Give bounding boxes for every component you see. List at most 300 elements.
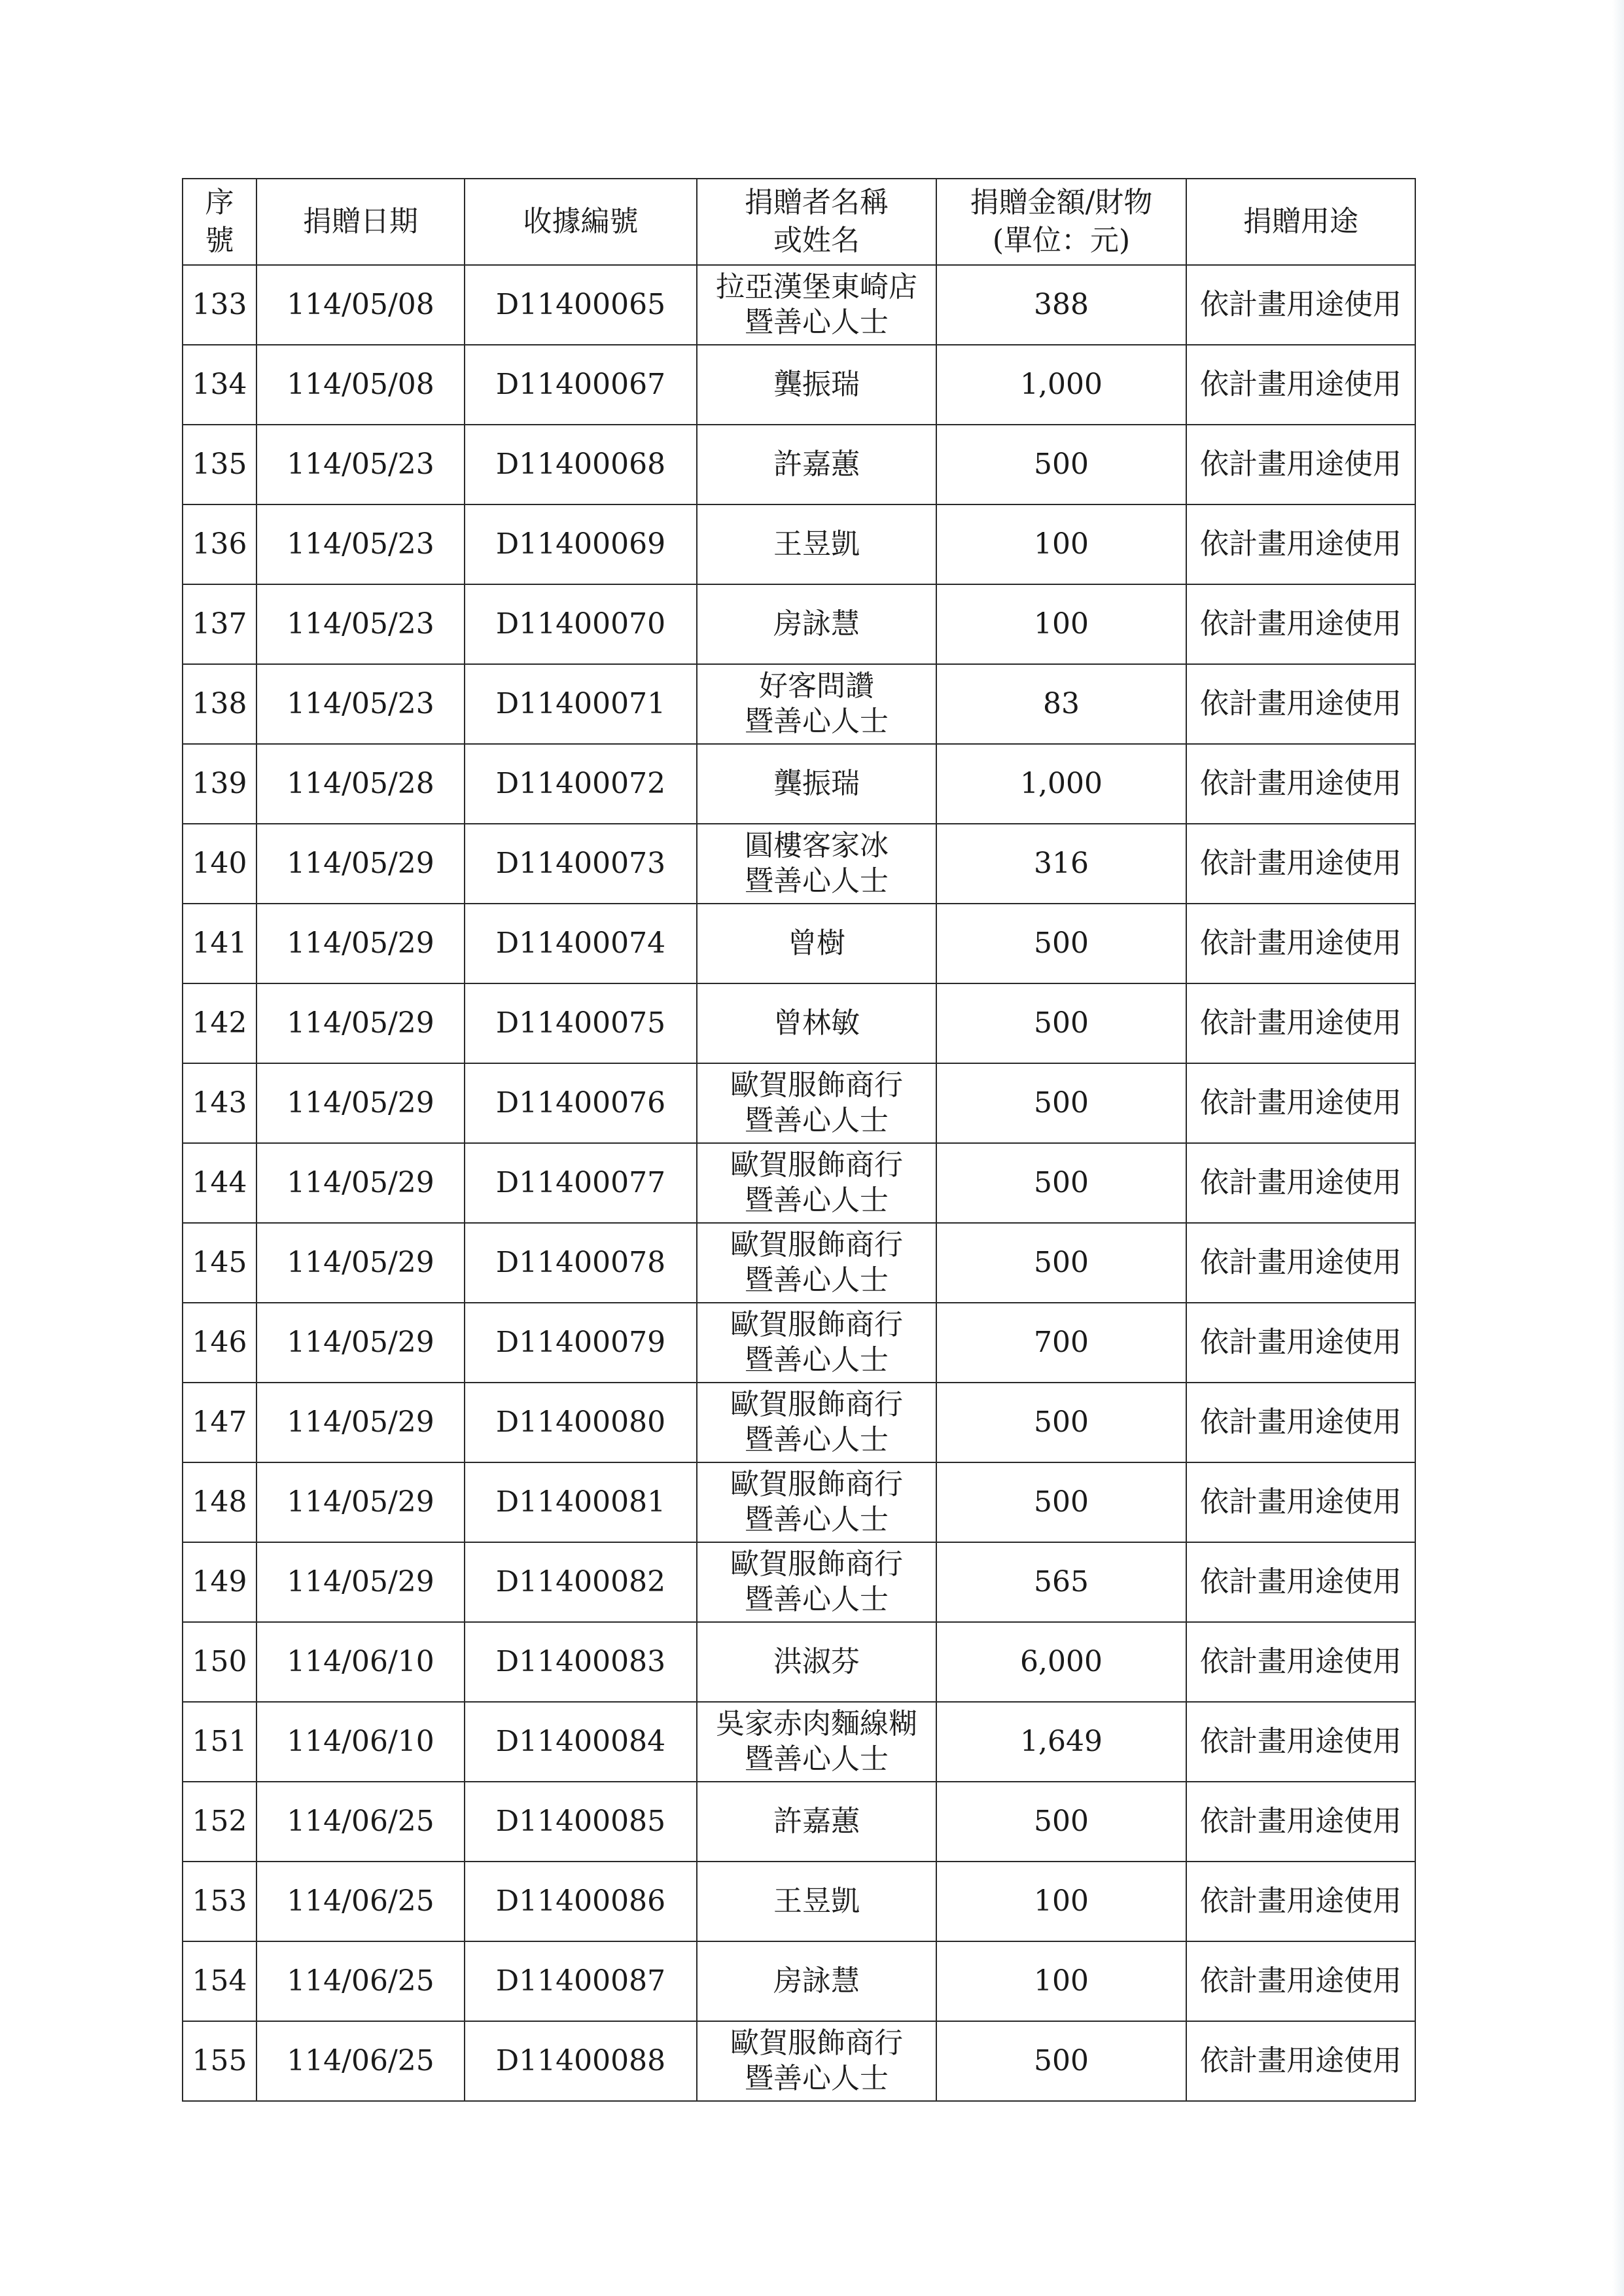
cell-receipt-number: [465, 983, 697, 1063]
cell-serial-number: [183, 1702, 256, 1782]
cell-donation-purpose-text: 依計畫用途使用: [1200, 847, 1402, 880]
cell-receipt-number: [465, 1223, 697, 1303]
cell-receipt-number: [465, 1941, 697, 2021]
header-text: 序: [205, 186, 234, 219]
cell-donation-date-text: 114/06/25: [287, 2044, 434, 2077]
table-row: [183, 1462, 1415, 1542]
donor-name-line: 暨善心人士: [745, 1184, 889, 1217]
cell-serial-number-text: 149: [192, 1565, 247, 1598]
cell-donation-amount-text: 500: [1034, 1405, 1089, 1439]
cell-donation-purpose: [1186, 1941, 1415, 2021]
cell-donation-amount-text: 500: [1034, 1166, 1089, 1199]
cell-donation-purpose-text: 依計畫用途使用: [1200, 1645, 1402, 1678]
cell-receipt-number: [465, 504, 697, 584]
cell-receipt-number: [465, 1303, 697, 1383]
cell-donation-date: [256, 664, 465, 744]
cell-receipt-number-text: D11400076: [495, 1086, 666, 1120]
cell-donation-date: [256, 1383, 465, 1462]
cell-donation-purpose: [1186, 1702, 1415, 1782]
cell-donation-date-text: 114/05/29: [287, 1246, 434, 1279]
cell-donation-date: [256, 2021, 465, 2101]
cell-serial-number-text: 133: [192, 288, 247, 321]
cell-donation-purpose-text: 依計畫用途使用: [1200, 1246, 1402, 1279]
cell-serial-number-text: 137: [192, 607, 247, 641]
header-text: (單位：元): [992, 224, 1131, 257]
cell-donation-amount: [936, 664, 1186, 744]
header-text: 捐贈日期: [303, 205, 418, 238]
donor-name-line: 拉亞漢堡東崎店: [716, 270, 917, 304]
cell-serial-number: [183, 265, 256, 345]
cell-receipt-number-text: D11400077: [495, 1166, 666, 1199]
cell-serial-number: [183, 584, 256, 664]
donation-table: [182, 178, 1416, 2102]
cell-serial-number-text: 144: [192, 1166, 247, 1199]
cell-receipt-number: [465, 1862, 697, 1941]
donor-name-line: 房詠慧: [773, 607, 860, 641]
cell-serial-number: [183, 1941, 256, 2021]
header-text: 或姓名: [773, 224, 860, 257]
cell-donation-date-text: 114/06/10: [287, 1725, 434, 1758]
cell-donor-name: [697, 345, 936, 425]
table-row: [183, 265, 1415, 345]
cell-donation-amount-text: 316: [1034, 847, 1089, 880]
donor-name-line: 歐賀服飾商行: [730, 1069, 903, 1102]
cell-donor-name: [697, 983, 936, 1063]
donor-name-line: 王昱凱: [773, 527, 860, 561]
cell-donation-amount-text: 1,000: [1020, 368, 1103, 401]
cell-receipt-number-text: D11400069: [495, 527, 666, 561]
donor-name-line: 暨善心人士: [745, 1263, 889, 1297]
header-donation-amount: [936, 179, 1186, 265]
cell-donation-amount: [936, 584, 1186, 664]
cell-donation-purpose-text: 依計畫用途使用: [1200, 288, 1402, 321]
cell-donation-purpose: [1186, 1143, 1415, 1223]
cell-donation-purpose-text: 依計畫用途使用: [1200, 607, 1402, 641]
cell-donation-date-text: 114/05/29: [287, 1086, 434, 1120]
cell-donation-date-text: 114/05/29: [287, 1485, 434, 1519]
cell-donor-name: [697, 1223, 936, 1303]
donor-name-line: 歐賀服飾商行: [730, 1228, 903, 1262]
cell-donation-date-text: 114/06/25: [287, 1805, 434, 1838]
cell-donor-name: [697, 1063, 936, 1143]
cell-donation-purpose: [1186, 584, 1415, 664]
cell-receipt-number-text: D11400082: [495, 1565, 666, 1598]
cell-receipt-number: [465, 345, 697, 425]
cell-donation-amount-text: 500: [1034, 448, 1089, 481]
cell-serial-number: [183, 1862, 256, 1941]
header-serial-number: [183, 179, 256, 265]
cell-serial-number-text: 134: [192, 368, 247, 401]
cell-receipt-number: [465, 1542, 697, 1622]
cell-receipt-number: [465, 1063, 697, 1143]
cell-serial-number-text: 147: [192, 1405, 247, 1439]
cell-donation-amount-text: 1,000: [1020, 767, 1103, 800]
header-text: 號: [205, 224, 234, 257]
table-row: [183, 584, 1415, 664]
table-row: [183, 1941, 1415, 2021]
cell-donation-amount-text: 500: [1034, 1246, 1089, 1279]
cell-donation-date-text: 114/05/29: [287, 1006, 434, 1040]
cell-receipt-number-text: D11400086: [495, 1884, 666, 1918]
cell-serial-number-text: 152: [192, 1805, 247, 1838]
cell-serial-number: [183, 1542, 256, 1622]
table-body: [183, 265, 1415, 2101]
cell-donation-amount: [936, 1941, 1186, 2021]
cell-donation-date-text: 114/05/08: [287, 368, 434, 401]
donor-name-line: 歐賀服飾商行: [730, 1547, 903, 1581]
cell-serial-number-text: 138: [192, 687, 247, 720]
cell-serial-number-text: 136: [192, 527, 247, 561]
cell-receipt-number: [465, 1143, 697, 1223]
cell-serial-number-text: 135: [192, 448, 247, 481]
table-row: [183, 744, 1415, 824]
cell-donation-amount: [936, 1782, 1186, 1862]
table-row: [183, 983, 1415, 1063]
cell-donor-name: [697, 265, 936, 345]
cell-donation-amount: [936, 1462, 1186, 1542]
cell-donor-name: [697, 1303, 936, 1383]
cell-donation-purpose-text: 依計畫用途使用: [1200, 1166, 1402, 1199]
cell-serial-number: [183, 1383, 256, 1462]
cell-donation-amount-text: 500: [1034, 1485, 1089, 1519]
cell-serial-number: [183, 1223, 256, 1303]
cell-donor-name: [697, 1782, 936, 1862]
donor-name-line: 龔振瑞: [773, 368, 860, 401]
cell-donor-name: [697, 1542, 936, 1622]
cell-donor-name: [697, 1941, 936, 2021]
cell-donation-date: [256, 983, 465, 1063]
cell-donation-purpose-text: 依計畫用途使用: [1200, 448, 1402, 481]
cell-donation-amount-text: 83: [1043, 687, 1080, 720]
cell-donor-name: [697, 1462, 936, 1542]
donor-name-line: 暨善心人士: [745, 1104, 889, 1137]
cell-donation-date-text: 114/05/23: [287, 607, 434, 641]
cell-donation-purpose-text: 依計畫用途使用: [1200, 1006, 1402, 1040]
table-row: [183, 1383, 1415, 1462]
cell-donation-amount-text: 500: [1034, 1805, 1089, 1838]
donor-name-line: 暨善心人士: [745, 864, 889, 898]
table-row: [183, 1303, 1415, 1383]
donor-name-line: 暨善心人士: [745, 705, 889, 738]
cell-serial-number: [183, 2021, 256, 2101]
cell-donation-amount-text: 100: [1034, 607, 1089, 641]
cell-donation-amount: [936, 1303, 1186, 1383]
cell-receipt-number: [465, 584, 697, 664]
cell-donation-purpose: [1186, 1542, 1415, 1622]
cell-donation-purpose: [1186, 824, 1415, 904]
cell-receipt-number: [465, 744, 697, 824]
cell-donor-name: [697, 904, 936, 983]
donor-name-line: 洪淑芬: [773, 1645, 860, 1678]
cell-receipt-number-text: D11400070: [495, 607, 666, 641]
header-receipt-number: [465, 179, 697, 265]
donor-name-line: 暨善心人士: [745, 306, 889, 339]
cell-donation-amount: [936, 2021, 1186, 2101]
cell-donation-date-text: 114/05/29: [287, 1326, 434, 1359]
cell-serial-number: [183, 1462, 256, 1542]
cell-receipt-number: [465, 824, 697, 904]
cell-donor-name: [697, 584, 936, 664]
cell-donation-date-text: 114/06/10: [287, 1645, 434, 1678]
cell-donation-purpose-text: 依計畫用途使用: [1200, 767, 1402, 800]
cell-serial-number: [183, 425, 256, 504]
cell-serial-number-text: 155: [192, 2044, 247, 2077]
scan-page-edge: [1612, 0, 1624, 2296]
cell-serial-number: [183, 983, 256, 1063]
cell-donation-amount-text: 388: [1034, 288, 1089, 321]
cell-serial-number-text: 143: [192, 1086, 247, 1120]
header-text: 捐贈用途: [1243, 205, 1358, 238]
cell-receipt-number: [465, 904, 697, 983]
table-row: [183, 1702, 1415, 1782]
cell-receipt-number-text: D11400085: [495, 1805, 666, 1838]
cell-serial-number: [183, 824, 256, 904]
cell-donation-date: [256, 1702, 465, 1782]
cell-donation-date: [256, 1462, 465, 1542]
cell-donation-date: [256, 824, 465, 904]
cell-donation-purpose-text: 依計畫用途使用: [1200, 1326, 1402, 1359]
cell-donation-date: [256, 1622, 465, 1702]
cell-receipt-number-text: D11400072: [495, 767, 666, 800]
cell-serial-number-text: 153: [192, 1884, 247, 1918]
table-row: [183, 2021, 1415, 2101]
cell-donor-name: [697, 1383, 936, 1462]
cell-donation-purpose-text: 依計畫用途使用: [1200, 1485, 1402, 1519]
cell-receipt-number: [465, 1782, 697, 1862]
cell-donation-date: [256, 265, 465, 345]
cell-donation-amount: [936, 1143, 1186, 1223]
cell-receipt-number-text: D11400078: [495, 1246, 666, 1279]
cell-donation-purpose: [1186, 504, 1415, 584]
table-row: [183, 824, 1415, 904]
cell-donation-purpose: [1186, 345, 1415, 425]
cell-receipt-number-text: D11400080: [495, 1405, 666, 1439]
cell-donor-name: [697, 504, 936, 584]
cell-serial-number: [183, 504, 256, 584]
cell-donation-amount-text: 6,000: [1020, 1645, 1103, 1678]
cell-donation-amount: [936, 504, 1186, 584]
cell-receipt-number: [465, 664, 697, 744]
cell-donor-name: [697, 1622, 936, 1702]
cell-serial-number-text: 145: [192, 1246, 247, 1279]
cell-donation-date: [256, 1542, 465, 1622]
cell-donor-name: [697, 824, 936, 904]
cell-donation-date: [256, 1303, 465, 1383]
cell-donation-purpose: [1186, 664, 1415, 744]
cell-donation-purpose: [1186, 1303, 1415, 1383]
donor-name-line: 暨善心人士: [745, 1423, 889, 1457]
cell-donation-purpose-text: 依計畫用途使用: [1200, 368, 1402, 401]
cell-donation-amount: [936, 904, 1186, 983]
cell-serial-number: [183, 1303, 256, 1383]
donor-name-line: 曾樹: [788, 927, 845, 960]
cell-serial-number: [183, 904, 256, 983]
cell-receipt-number-text: D11400081: [495, 1485, 666, 1519]
header-donation-purpose: [1186, 179, 1415, 265]
cell-donation-purpose: [1186, 1782, 1415, 1862]
donor-name-line: 圓樓客家冰: [745, 829, 889, 862]
cell-donation-amount-text: 100: [1034, 1964, 1089, 1998]
cell-receipt-number-text: D11400075: [495, 1006, 666, 1040]
cell-receipt-number-text: D11400068: [495, 448, 666, 481]
cell-receipt-number: [465, 1383, 697, 1462]
cell-donation-purpose: [1186, 265, 1415, 345]
cell-receipt-number-text: D11400084: [495, 1725, 666, 1758]
cell-donation-amount: [936, 1702, 1186, 1782]
cell-receipt-number: [465, 1462, 697, 1542]
cell-donation-date-text: 114/05/29: [287, 847, 434, 880]
donor-name-line: 暨善心人士: [745, 1503, 889, 1536]
cell-donation-date-text: 114/06/25: [287, 1884, 434, 1918]
cell-donation-purpose-text: 依計畫用途使用: [1200, 1964, 1402, 1998]
header-donor-name: [697, 179, 936, 265]
table-row: [183, 1782, 1415, 1862]
cell-serial-number-text: 141: [192, 927, 247, 960]
donor-name-line: 吳家赤肉麵線糊: [716, 1707, 917, 1740]
cell-serial-number: [183, 345, 256, 425]
cell-serial-number-text: 146: [192, 1326, 247, 1359]
header-text: 捐贈金額/財物: [970, 186, 1153, 219]
cell-donation-purpose-text: 依計畫用途使用: [1200, 1805, 1402, 1838]
cell-donation-purpose: [1186, 744, 1415, 824]
table-header: [183, 179, 1415, 265]
cell-donation-date-text: 114/06/25: [287, 1964, 434, 1998]
cell-donation-date-text: 114/05/23: [287, 687, 434, 720]
cell-donation-amount-text: 565: [1034, 1565, 1089, 1598]
cell-donor-name: [697, 664, 936, 744]
donor-name-line: 好客問讚: [759, 669, 874, 703]
cell-receipt-number-text: D11400088: [495, 2044, 666, 2077]
cell-donation-date: [256, 1941, 465, 2021]
cell-donation-purpose: [1186, 1223, 1415, 1303]
donor-name-line: 許嘉蕙: [773, 1805, 860, 1838]
cell-donation-purpose-text: 依計畫用途使用: [1200, 2044, 1402, 2077]
cell-serial-number: [183, 1782, 256, 1862]
cell-donation-date: [256, 904, 465, 983]
donor-name-line: 暨善心人士: [745, 1343, 889, 1377]
cell-donation-amount: [936, 345, 1186, 425]
cell-serial-number: [183, 664, 256, 744]
cell-receipt-number-text: D11400071: [495, 687, 666, 720]
donor-name-line: 龔振瑞: [773, 767, 860, 800]
donor-name-line: 暨善心人士: [745, 1742, 889, 1776]
table-row: [183, 1063, 1415, 1143]
cell-donation-amount: [936, 1862, 1186, 1941]
cell-donor-name: [697, 744, 936, 824]
cell-donation-date: [256, 1223, 465, 1303]
cell-donation-date: [256, 1782, 465, 1862]
donor-name-line: 房詠慧: [773, 1964, 860, 1998]
cell-serial-number-text: 154: [192, 1964, 247, 1998]
cell-donation-amount: [936, 983, 1186, 1063]
cell-receipt-number: [465, 1702, 697, 1782]
cell-donation-amount: [936, 1223, 1186, 1303]
donor-name-line: 王昱凱: [773, 1884, 860, 1918]
cell-donor-name: [697, 1862, 936, 1941]
cell-donation-purpose: [1186, 1063, 1415, 1143]
cell-donation-date-text: 114/05/08: [287, 288, 434, 321]
cell-donation-amount: [936, 1383, 1186, 1462]
cell-donation-date-text: 114/05/29: [287, 1166, 434, 1199]
cell-receipt-number-text: D11400079: [495, 1326, 666, 1359]
cell-donation-amount-text: 100: [1034, 527, 1089, 561]
cell-donation-purpose-text: 依計畫用途使用: [1200, 1086, 1402, 1120]
cell-serial-number-text: 148: [192, 1485, 247, 1519]
table-row: [183, 504, 1415, 584]
cell-receipt-number-text: D11400073: [495, 847, 666, 880]
cell-donation-date: [256, 345, 465, 425]
cell-donation-purpose-text: 依計畫用途使用: [1200, 687, 1402, 720]
donor-name-line: 許嘉蕙: [773, 448, 860, 481]
donor-name-line: 曾林敏: [773, 1006, 860, 1040]
cell-donation-amount: [936, 1542, 1186, 1622]
cell-receipt-number-text: D11400074: [495, 927, 666, 960]
cell-donation-purpose-text: 依計畫用途使用: [1200, 1565, 1402, 1598]
cell-donation-amount: [936, 265, 1186, 345]
table-row: [183, 1223, 1415, 1303]
table-row: [183, 1622, 1415, 1702]
donor-name-line: 歐賀服飾商行: [730, 1388, 903, 1421]
cell-donation-purpose: [1186, 1622, 1415, 1702]
cell-receipt-number: [465, 2021, 697, 2101]
cell-serial-number: [183, 744, 256, 824]
cell-donation-purpose-text: 依計畫用途使用: [1200, 927, 1402, 960]
cell-donation-date: [256, 1063, 465, 1143]
table-row: [183, 1143, 1415, 1223]
header-text: 捐贈者名稱: [745, 186, 889, 219]
cell-receipt-number-text: D11400065: [495, 288, 666, 321]
header-donation-date: [256, 179, 465, 265]
donor-name-line: 暨善心人士: [745, 1583, 889, 1616]
cell-receipt-number: [465, 1622, 697, 1702]
header-row: [183, 179, 1415, 265]
cell-donation-date-text: 114/05/23: [287, 527, 434, 561]
cell-donation-purpose: [1186, 983, 1415, 1063]
cell-donation-purpose-text: 依計畫用途使用: [1200, 1884, 1402, 1918]
table-row: [183, 1542, 1415, 1622]
cell-donation-amount: [936, 744, 1186, 824]
cell-donation-purpose: [1186, 425, 1415, 504]
cell-donation-amount: [936, 824, 1186, 904]
table-row: [183, 904, 1415, 983]
cell-donation-date-text: 114/05/29: [287, 927, 434, 960]
cell-donation-amount: [936, 1063, 1186, 1143]
cell-donation-date: [256, 1143, 465, 1223]
cell-receipt-number-text: D11400067: [495, 368, 666, 401]
cell-serial-number-text: 151: [192, 1725, 247, 1758]
cell-donation-date: [256, 744, 465, 824]
cell-donation-amount: [936, 1622, 1186, 1702]
cell-receipt-number: [465, 425, 697, 504]
table-row: [183, 1862, 1415, 1941]
cell-donation-date: [256, 584, 465, 664]
cell-serial-number-text: 139: [192, 767, 247, 800]
cell-donation-date: [256, 504, 465, 584]
cell-donation-purpose-text: 依計畫用途使用: [1200, 1725, 1402, 1758]
table-row: [183, 425, 1415, 504]
header-text: 收據編號: [523, 205, 639, 238]
cell-serial-number: [183, 1622, 256, 1702]
donor-name-line: 歐賀服飾商行: [730, 1148, 903, 1182]
cell-donation-amount-text: 500: [1034, 1086, 1089, 1120]
cell-receipt-number: [465, 265, 697, 345]
cell-serial-number-text: 142: [192, 1006, 247, 1040]
cell-donor-name: [697, 425, 936, 504]
cell-donation-date: [256, 1862, 465, 1941]
cell-donor-name: [697, 1143, 936, 1223]
cell-donation-amount-text: 100: [1034, 1884, 1089, 1918]
cell-donation-purpose-text: 依計畫用途使用: [1200, 527, 1402, 561]
